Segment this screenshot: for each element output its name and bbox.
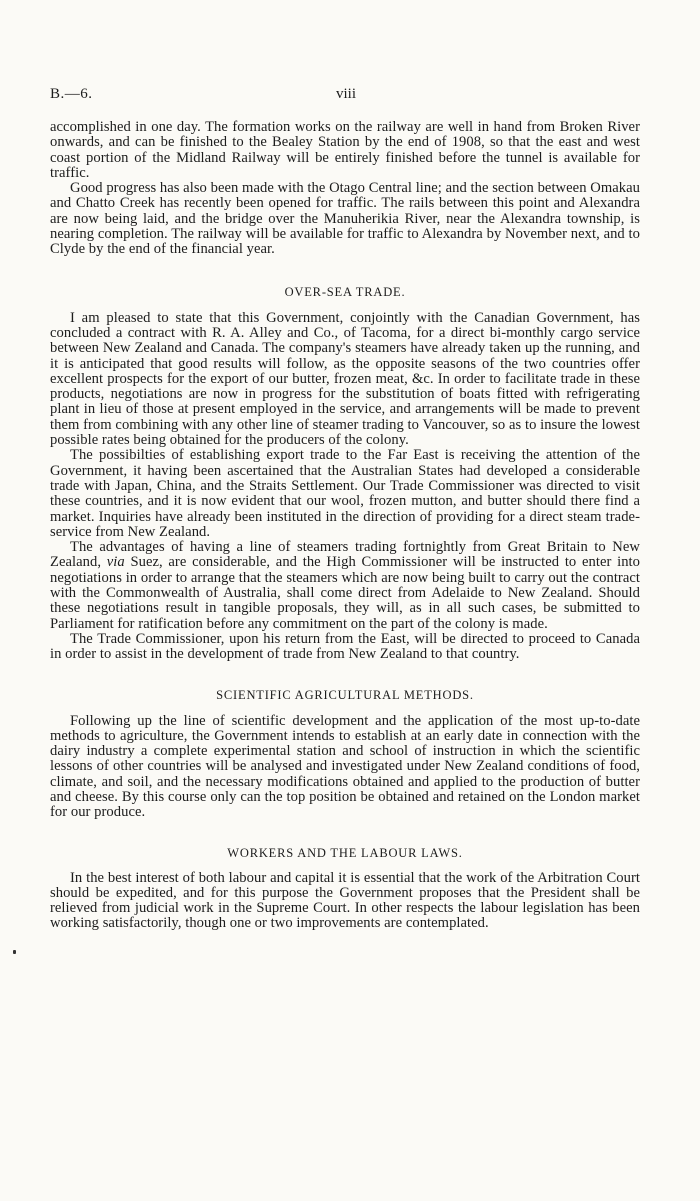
page-header (50, 86, 640, 120)
section-scientific-agricultural-methods (50, 688, 640, 821)
paragraph: The possibilties of establishing export trade to the Far East is receiving the attention of the Government, it having been ascertained that the Australian States had developed a considerable trade with Japan, China, and the Straits Settlement. Our Trade Commissioner was directed to visit these countries, and it is now evident that our wool, frozen mutton, and butter should there find a market. Inquiries have already been instituted in the direction of providing for a direct steam trade-service from New Zealand. (50, 447, 640, 540)
section-railways (50, 120, 640, 258)
paragraph (50, 540, 640, 632)
page-code: B.—6. (50, 86, 93, 102)
paragraph: Following up the line of scientific development and the application of the most up-to-date methods to agriculture, the Government intends to establish at an early date in connection with the dairy industry a complete experimental station and school of instruction in which the scientific lessons of other countries will be analysed and investigated under New Zealand conditions of food, climate, and soil, and the necessary modifications obtained and applied to the production of butter and cheese. By this course only can the top position be obtained and retained on the London market for our produce. (50, 712, 640, 821)
paragraph: I am pleased to state that this Government, conjointly with the Canadian Government, has concluded a contract with R. A. Alley and Co., of Tacoma, for a direct bi-monthly cargo service between New Zealand and Canada. The company's steamers have already taken up the running, and it is anticipated that good results will follow, as the opposite seasons of the two countries offer excellent prospects for the export of our butter, frozen meat, &c. In order to facilitate trade in these products, negotiations are now in progress for the substitution of boats fitted with refrigerating plant in lieu of those at present employed in the service, and arrangements will be made to prevent them from combining with any other line of steamer trading to Vancouver, so as to insure the lowest possible rates being obtained for the producers of the colony. (50, 309, 640, 449)
section-heading: WORKERS AND THE LABOUR LAWS. (227, 845, 463, 860)
paragraph-text: The advantages of having a line of steamers trading fortnightly from Great Britain to New Zealand, (50, 539, 640, 571)
section-over-sea-trade (50, 285, 640, 663)
paragraph-text: Suez, are considerable, and the High Commissioner will be instructed to enter into negotiations in order to arrange that the steamers which are now being built to carry out the contract with the Commonwealth of Australia, shall come direct from Adelaide to New Zealand. Should these negotiations result in tangible proposals, they will, as in all such cases, be submitted to Parliament for ratification before any commitment on the part of the colony is made. (50, 554, 640, 632)
paragraph: Good progress has also been made with the Otago Central line; and the section between Omakau and Chatto Creek has recently been opened for traffic. The rails between this point and Alexandra are now being laid, and the bridge over the Manuherikia River, near the Alexandra township, is nearing completion. The railway will be available for traffic to Alexandra by November next, and to Clyde by the end of the financial year. (50, 180, 640, 258)
section-heading: OVER-SEA TRADE. (284, 284, 406, 299)
margin-speck (13, 950, 16, 954)
page-number: viii (336, 86, 357, 102)
paragraph: The Trade Commissioner, upon his return from the East, will be directed to proceed to Canada in order to assist in the development of trade from New Zealand to that country. (50, 630, 640, 663)
section-heading: SCIENTIFIC AGRICULTURAL METHODS. (216, 687, 474, 702)
paragraph: In the best interest of both labour and capital it is essential that the work of the Arbitration Court should be expedited, and for this purpose the Government proposes that the President shall be relieved from judicial work in the Supreme Court. In other respects the labour legislation has been working satisfactorily, though one or two improvements are contemplated. (50, 869, 640, 932)
document-page (50, 86, 640, 932)
section-workers-and-labour-laws (50, 846, 640, 932)
paragraph: accomplished in one day. The formation works on the railway are well in hand from Broken River onwards, and can be finished to the Bealey Station by the end of 1908, so that the east and west coast portion of the Midland Railway will be entirely finished before the tunnel is available for traffic. (50, 119, 640, 181)
italic-text: via (106, 554, 125, 571)
